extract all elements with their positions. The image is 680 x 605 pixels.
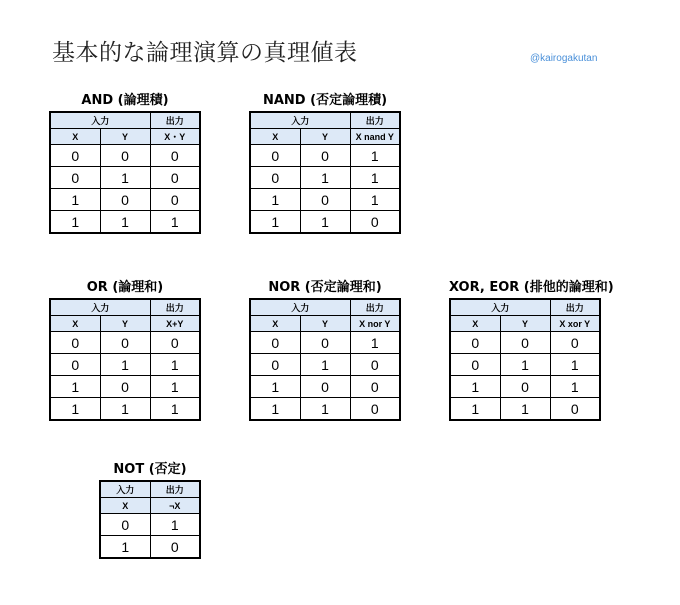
- page-title: 基本的な論理演算の真理値表: [52, 40, 358, 66]
- table-row: [50, 145, 200, 167]
- table-cell: 0: [100, 376, 150, 398]
- table-row: [250, 145, 400, 167]
- table-row: [250, 167, 400, 189]
- table-cell: 0: [100, 145, 150, 167]
- input-group-header: 入力: [50, 112, 150, 129]
- table-row: [250, 398, 400, 421]
- table-row: [50, 398, 200, 421]
- table-cell: 0: [500, 332, 550, 354]
- column-header: Y: [300, 316, 350, 332]
- not-table-title: NOT (否定): [113, 462, 187, 477]
- table-cell: 1: [150, 398, 200, 421]
- table-cell: 1: [350, 189, 400, 211]
- column-header: X nand Y: [350, 129, 400, 145]
- table-cell: 1: [550, 354, 600, 376]
- column-header: Y: [100, 316, 150, 332]
- table-cell: 0: [250, 354, 300, 376]
- output-group-header: 出力: [350, 299, 400, 316]
- table-cell: 1: [350, 332, 400, 354]
- table-cell: 0: [450, 354, 500, 376]
- table-cell: 1: [350, 167, 400, 189]
- table-cell: 0: [50, 332, 100, 354]
- table-row: [50, 211, 200, 234]
- table-cell: 1: [100, 536, 150, 559]
- table-row: [50, 167, 200, 189]
- table-cell: 1: [50, 189, 100, 211]
- column-header: X xor Y: [550, 316, 600, 332]
- input-group-header: 入力: [250, 112, 350, 129]
- table-row: [250, 332, 400, 354]
- table-cell: 1: [450, 376, 500, 398]
- table-cell: 0: [150, 189, 200, 211]
- xor-table-title: XOR, EOR (排他的論理和): [449, 280, 614, 295]
- table-cell: 0: [350, 376, 400, 398]
- table-cell: 1: [500, 354, 550, 376]
- input-group-header: 入力: [50, 299, 150, 316]
- table-row: [250, 211, 400, 234]
- or-table: [49, 298, 201, 421]
- table-cell: 0: [300, 332, 350, 354]
- table-cell: 1: [500, 398, 550, 421]
- table-cell: 0: [150, 536, 200, 559]
- table-cell: 0: [150, 145, 200, 167]
- table-row: [50, 354, 200, 376]
- or-table-title: OR (論理和): [86, 280, 164, 295]
- output-group-header: 出力: [150, 112, 200, 129]
- column-header: X+Y: [150, 316, 200, 332]
- table-cell: 0: [300, 189, 350, 211]
- column-header: X: [50, 316, 100, 332]
- not-table: [99, 480, 201, 559]
- table-cell: 0: [100, 189, 150, 211]
- table-row: [250, 376, 400, 398]
- table-row: [50, 332, 200, 354]
- table-cell: 1: [250, 376, 300, 398]
- table-cell: 0: [350, 211, 400, 234]
- table-cell: 1: [550, 376, 600, 398]
- table-cell: 1: [100, 211, 150, 234]
- table-row: [250, 189, 400, 211]
- column-header: X: [250, 316, 300, 332]
- table-cell: 1: [300, 398, 350, 421]
- output-group-header: 出力: [350, 112, 400, 129]
- table-cell: 1: [100, 354, 150, 376]
- output-group-header: 出力: [150, 481, 200, 498]
- table-cell: 1: [300, 354, 350, 376]
- column-header: X: [50, 129, 100, 145]
- table-cell: 0: [350, 354, 400, 376]
- input-group-header: 入力: [250, 299, 350, 316]
- table-cell: 1: [350, 145, 400, 167]
- table-cell: 0: [550, 332, 600, 354]
- nor-table: [249, 298, 401, 421]
- table-cell: 1: [50, 376, 100, 398]
- nand-table: [249, 111, 401, 234]
- column-header: X nor Y: [350, 316, 400, 332]
- column-header: Y: [100, 129, 150, 145]
- table-cell: 1: [300, 211, 350, 234]
- table-cell: 1: [250, 398, 300, 421]
- table-row: [450, 332, 600, 354]
- nor-table-title: NOR (否定論理和): [268, 280, 382, 295]
- and-table-title: AND (論理積): [81, 93, 169, 108]
- table-cell: 1: [250, 189, 300, 211]
- xor-table: [449, 298, 601, 421]
- table-cell: 1: [250, 211, 300, 234]
- table-cell: 0: [100, 332, 150, 354]
- column-header: ¬X: [150, 498, 200, 514]
- table-row: [100, 536, 200, 559]
- table-cell: 0: [550, 398, 600, 421]
- table-row: [450, 354, 600, 376]
- table-cell: 1: [150, 354, 200, 376]
- table-cell: 0: [450, 332, 500, 354]
- table-row: [50, 376, 200, 398]
- input-group-header: 入力: [450, 299, 550, 316]
- table-cell: 1: [50, 398, 100, 421]
- table-cell: 0: [50, 167, 100, 189]
- column-header: X: [250, 129, 300, 145]
- table-cell: 1: [150, 376, 200, 398]
- table-cell: 0: [250, 332, 300, 354]
- author-credit: @kairogakutan: [530, 53, 598, 64]
- table-row: [450, 398, 600, 421]
- column-header: Y: [500, 316, 550, 332]
- table-cell: 0: [150, 167, 200, 189]
- output-group-header: 出力: [550, 299, 600, 316]
- table-row: [450, 376, 600, 398]
- table-cell: 0: [350, 398, 400, 421]
- table-cell: 0: [100, 514, 150, 536]
- table-cell: 0: [300, 376, 350, 398]
- table-cell: 0: [250, 167, 300, 189]
- table-cell: 1: [150, 211, 200, 234]
- column-header: X: [450, 316, 500, 332]
- table-cell: 1: [150, 514, 200, 536]
- table-cell: 1: [100, 398, 150, 421]
- column-header: Y: [300, 129, 350, 145]
- output-group-header: 出力: [150, 299, 200, 316]
- table-cell: 0: [150, 332, 200, 354]
- table-row: [250, 354, 400, 376]
- table-row: [100, 514, 200, 536]
- nand-table-title: NAND (否定論理積): [262, 93, 388, 108]
- table-cell: 0: [50, 145, 100, 167]
- table-cell: 1: [100, 167, 150, 189]
- table-cell: 1: [50, 211, 100, 234]
- table-cell: 0: [300, 145, 350, 167]
- input-group-header: 入力: [100, 481, 150, 498]
- table-cell: 0: [500, 376, 550, 398]
- table-cell: 0: [250, 145, 300, 167]
- table-cell: 1: [450, 398, 500, 421]
- column-header: X・Y: [150, 129, 200, 145]
- and-table: [49, 111, 201, 234]
- table-cell: 1: [300, 167, 350, 189]
- table-cell: 0: [50, 354, 100, 376]
- table-row: [50, 189, 200, 211]
- column-header: X: [100, 498, 150, 514]
